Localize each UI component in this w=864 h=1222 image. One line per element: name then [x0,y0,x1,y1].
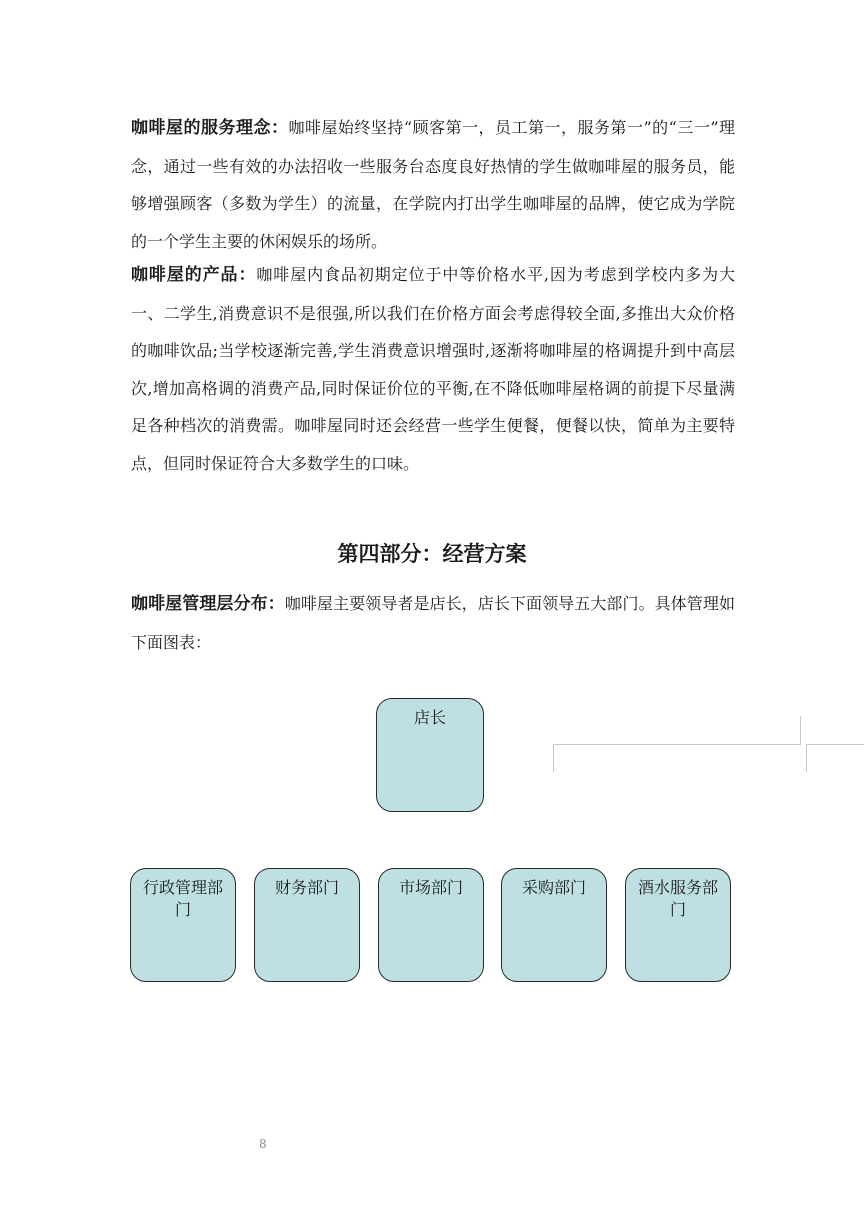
service-concept-text: 咖啡屋始终坚持“顾客第一，员工第一，服务第一”的“三一”理念，通过一些有效的办法招收一些服务台态度良好热情的学生做咖啡屋的服务员，能够增强顾客（多数为学生）的流量，在学院内打出学生咖啡屋的品牌，使它成为学院的一个学生主要的休闲娱乐的场所。 [131,118,735,251]
service-concept-heading: 咖啡屋的服务理念： [131,118,289,138]
org-box-purchasing-department: 采购部门 [501,868,607,982]
products-heading: 咖啡屋的产品： [131,265,257,285]
management-paragraph [131,585,735,661]
org-box-finance-department: 财务部门 [254,868,360,982]
management-heading: 咖啡屋管理层分布： [131,594,285,614]
service-concept-paragraph [131,109,735,260]
org-box-admin-department: 行政管理部门 [130,868,236,982]
org-box-beverage-service-department: 酒水服务部门 [625,868,731,982]
page-number: 8 [259,1137,267,1151]
org-box-store-manager: 店长 [376,698,484,812]
products-paragraph [131,256,735,482]
management-text: 咖啡屋主要领导者是店长，店长下面领导五大部门。具体管理如下面图表： [131,594,735,652]
products-text: 咖啡屋内食品初期定位于中等价格水平,因为考虑到学校内多为大一、二学生,消费意识不是很强,所以我们在价格方面会考虑得较全面,多推出大众价格的咖啡饮品;当学校逐渐完善,学生消费意识增强时,逐渐将咖啡屋的格调提升到中高层次,增加高格调的消费产品,同时保证价位的平衡,在不降低咖啡屋格调的前提下尽量满足各种档次的消费需。咖啡屋同时还会经营一些学生便餐，便餐以快，简单为主要特点，但同时保证符合大多数学生的口味。 [131,265,736,473]
section-title: 第四部分：经营方案 [337,542,527,566]
org-box-marketing-department: 市场部门 [378,868,484,982]
